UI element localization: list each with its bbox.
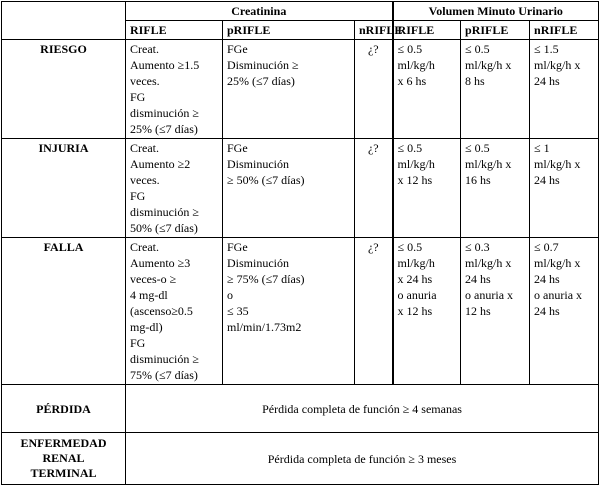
text-line: veces.: [130, 173, 160, 187]
col-header-rifle: RIFLE: [126, 21, 223, 40]
row-label-erc: [2, 433, 126, 485]
row-label-perdida: PÉRDIDA: [2, 385, 126, 433]
text-line: ml/kg/h: [397, 58, 435, 72]
text-line: 24 hs: [534, 304, 560, 318]
text-line: x 24 hs: [397, 272, 433, 286]
cell-falla-vol-nrifle: [530, 238, 599, 385]
text-line: FG: [130, 336, 146, 350]
text-line: x 12 hs: [397, 304, 433, 318]
text-line: ≤ 0.5: [397, 240, 423, 254]
col-header-prifle: pRIFLE: [223, 21, 355, 40]
col-header-vol-nrifle: nRIFLE: [530, 21, 599, 40]
cell-injuria-vol-rifle: [393, 139, 461, 238]
text-line: x 6 hs: [397, 74, 427, 88]
text-line: FG: [130, 189, 146, 203]
text-line: ml/kg/h: [397, 157, 435, 171]
cell-riesgo-vol-nrifle: [530, 40, 599, 139]
text-line: veces.: [130, 74, 160, 88]
group-header-creatinina: Creatinina: [126, 2, 393, 21]
text-line: o anuria x: [534, 288, 583, 302]
cell-falla-prifle: [223, 238, 355, 385]
text-line: ≤ 0.3: [465, 240, 490, 254]
row-label-falla: FALLA: [2, 238, 126, 385]
text-line: 75% (≤7 días): [130, 368, 198, 382]
cell-falla-rifle: [126, 238, 223, 385]
text-line: 25% (≤7 días): [130, 122, 198, 136]
cell-injuria-nrifle: ¿?: [355, 139, 393, 238]
text-line: FGe: [227, 42, 248, 56]
text-line: mg-dl): [130, 320, 163, 334]
text-line: ≥ 75% (≤7 días): [227, 272, 305, 286]
text-line: ≤ 1: [534, 141, 550, 155]
row-perdida: [2, 385, 599, 433]
text-line: ml/kg/h x: [465, 58, 512, 72]
cell-riesgo-nrifle: ¿?: [355, 40, 393, 139]
text-line: FGe: [227, 141, 248, 155]
cell-perdida-text: Pérdida completa de función ≥ 4 semanas: [126, 385, 599, 433]
cell-injuria-rifle: [126, 139, 223, 238]
text-line: ≤ 0.5: [465, 42, 490, 56]
text-line: 12 hs: [465, 304, 491, 318]
text-line: x 12 hs: [397, 173, 433, 187]
text-line: o anuria: [397, 288, 437, 302]
col-header-nrifle: nRIFLE: [355, 21, 393, 40]
cell-falla-vol-rifle: [393, 238, 461, 385]
text-line: 24 hs: [465, 272, 491, 286]
row-falla: [2, 238, 599, 385]
cell-riesgo-prifle: [223, 40, 355, 139]
text-line: FG: [130, 90, 146, 104]
text-line: veces-o ≥: [130, 272, 177, 286]
text-line: ml/kg/h x: [534, 256, 581, 270]
cell-injuria-vol-nrifle: [530, 139, 599, 238]
text-line: Creat.: [130, 240, 159, 254]
text-line: ≤ 0.5: [397, 42, 423, 56]
col-header-vol-rifle: RIFLE: [393, 21, 461, 40]
text-line: TERMINAL: [30, 466, 97, 480]
text-line: 8 hs: [465, 74, 485, 88]
text-line: ≥ 50% (≤7 días): [227, 173, 305, 187]
text-line: ≤ 0.5: [465, 141, 490, 155]
text-line: Disminución ≥: [227, 58, 299, 72]
text-line: Aumento ≥2: [130, 157, 191, 171]
rifle-classification-table: [1, 1, 599, 485]
text-line: ≤ 0.7: [534, 240, 559, 254]
text-line: Creat.: [130, 42, 159, 56]
cell-erc-text: Pérdida completa de función ≥ 3 meses: [126, 433, 599, 485]
text-line: o: [227, 288, 233, 302]
cell-riesgo-vol-prifle: [461, 40, 530, 139]
text-line: ml/kg/h x: [465, 256, 512, 270]
text-line: ml/kg/h: [397, 256, 435, 270]
text-line: 24 hs: [534, 74, 560, 88]
cell-falla-vol-prifle: [461, 238, 530, 385]
text-line: 25% (≤7 días): [227, 74, 295, 88]
row-injuria: [2, 139, 599, 238]
row-label-injuria: INJURIA: [2, 139, 126, 238]
corner-cell-lower: [2, 21, 126, 40]
cell-riesgo-vol-rifle: [393, 40, 461, 139]
text-line: (ascenso≥0.5: [130, 304, 193, 318]
row-label-riesgo: RIESGO: [2, 40, 126, 139]
row-riesgo: [2, 40, 599, 139]
text-line: ≤ 0.5: [397, 141, 423, 155]
cell-falla-nrifle: ¿?: [355, 238, 393, 385]
text-line: disminución ≥: [130, 106, 199, 120]
text-line: 24 hs: [534, 173, 560, 187]
text-line: ≤ 1.5: [534, 42, 559, 56]
cell-riesgo-rifle: [126, 40, 223, 139]
corner-cell: [2, 2, 126, 21]
text-line: disminución ≥: [130, 352, 199, 366]
text-line: Disminución: [227, 157, 289, 171]
text-line: o anuria x: [465, 288, 514, 302]
text-line: RENAL: [42, 451, 85, 465]
text-line: ENFERMEDAD: [20, 436, 107, 450]
text-line: 24 hs: [534, 272, 560, 286]
text-line: ml/kg/h x: [534, 58, 581, 72]
row-erc: [2, 433, 599, 485]
text-line: Disminución: [227, 256, 289, 270]
group-header-volumen: Volumen Minuto Urinario: [393, 2, 599, 21]
text-line: ml/kg/h x: [465, 157, 512, 171]
text-line: 4 mg-dl: [130, 288, 168, 302]
text-line: 16 hs: [465, 173, 491, 187]
text-line: 50% (≤7 días): [130, 221, 198, 235]
cell-injuria-vol-prifle: [461, 139, 530, 238]
text-line: Aumento ≥3: [130, 256, 191, 270]
text-line: ml/kg/h x: [534, 157, 581, 171]
text-line: FGe: [227, 240, 248, 254]
text-line: Aumento ≥1.5: [130, 58, 200, 72]
text-line: disminución ≥: [130, 205, 199, 219]
col-header-vol-prifle: pRIFLE: [461, 21, 530, 40]
text-line: ml/min/1.73m2: [227, 320, 302, 334]
cell-injuria-prifle: [223, 139, 355, 238]
text-line: ≤ 35: [227, 304, 249, 318]
text-line: Creat.: [130, 141, 159, 155]
